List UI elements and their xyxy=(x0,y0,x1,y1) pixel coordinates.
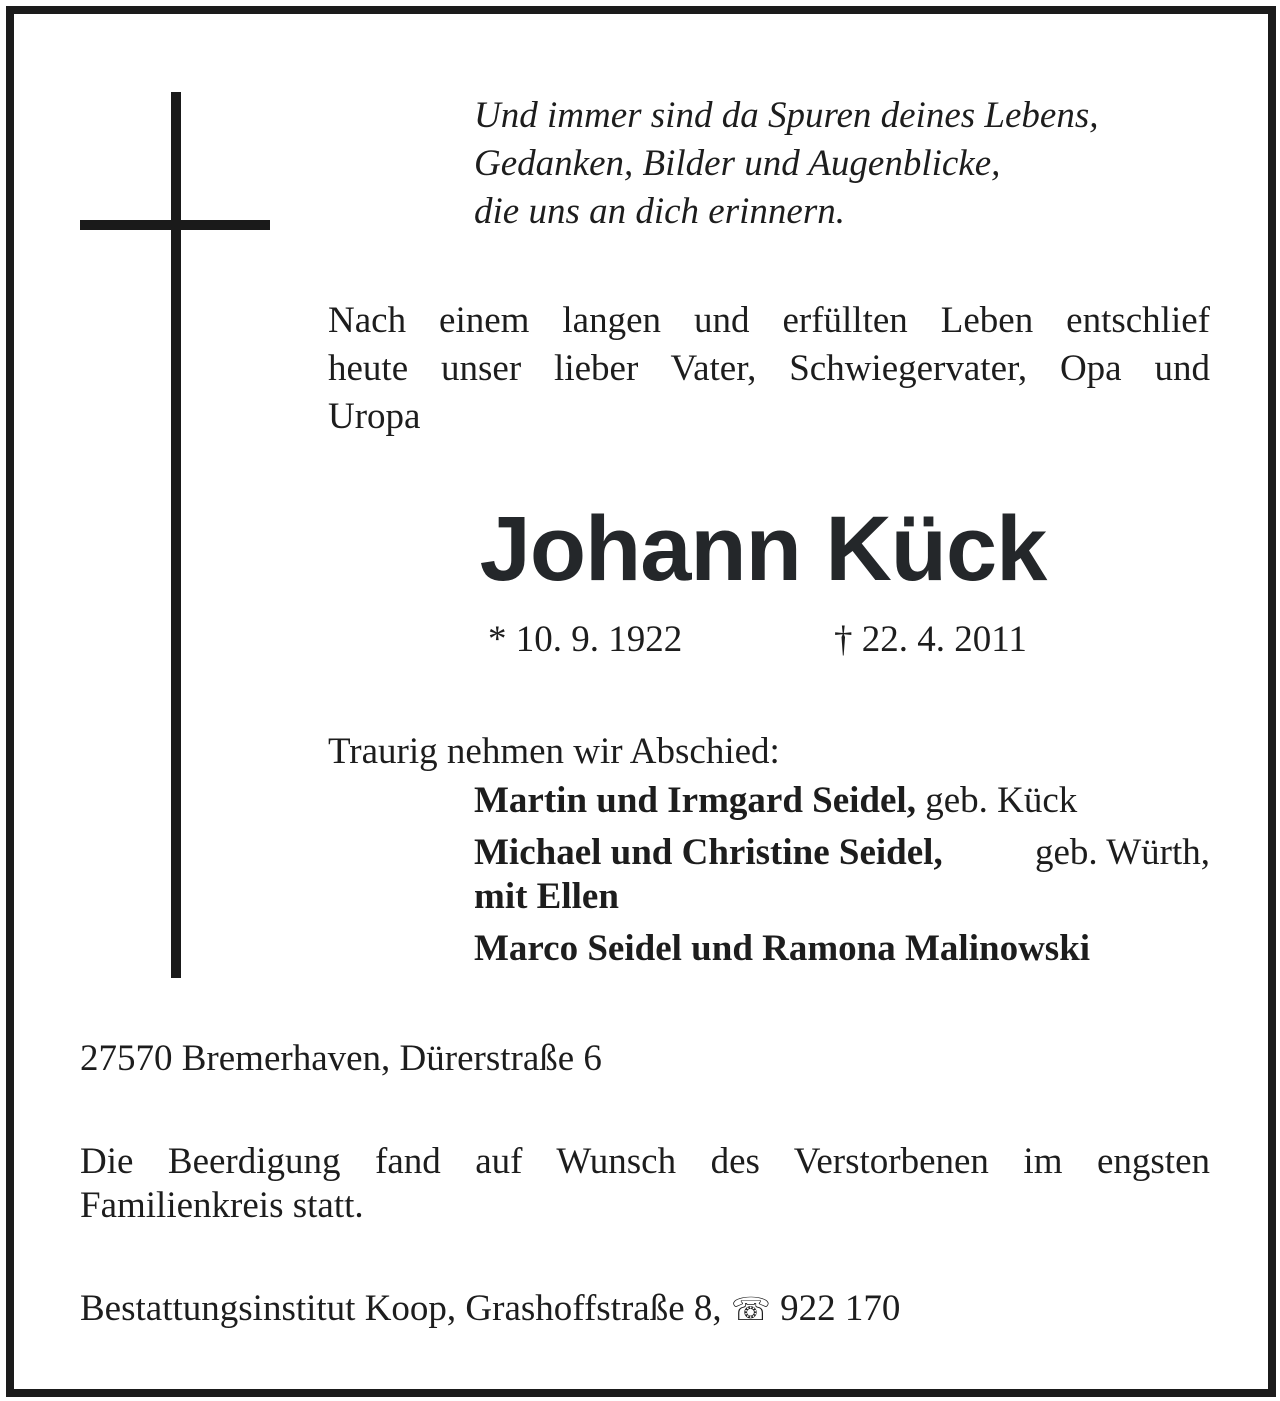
mourner-name: Michael und Christine Seidel, xyxy=(474,832,943,873)
intro-text xyxy=(328,297,1210,441)
deceased-name: Johann Kück xyxy=(479,498,1047,600)
mourner-entry xyxy=(474,927,1210,971)
poem-line: die uns an dich erinnern. xyxy=(474,191,845,232)
mourner-name: Martin und Irmgard Seidel, xyxy=(474,780,916,821)
mourner-note: geb. Würth, xyxy=(1034,832,1210,873)
mourner-entry xyxy=(474,779,1210,823)
mourners-intro: Traurig nehmen wir Abschied: xyxy=(328,731,780,772)
telephone-icon: ☏ xyxy=(730,1290,771,1328)
mourners-list xyxy=(474,779,1210,971)
obituary-frame xyxy=(6,6,1276,1397)
intro-line: Nach einem langen und erfüllten Leben entschlief xyxy=(328,300,1210,341)
undertaker-info xyxy=(80,1286,900,1332)
cross-horizontal-bar xyxy=(80,220,270,230)
mourner-entry-extra xyxy=(474,875,1210,919)
death-date: † 22. 4. 2011 xyxy=(834,619,1027,660)
funeral-line: Familienkreis statt. xyxy=(80,1185,364,1226)
funeral-notice xyxy=(80,1140,1210,1228)
mourner-name: mit Ellen xyxy=(474,876,619,917)
intro-line: Uropa xyxy=(328,396,421,437)
mourner-entry xyxy=(474,831,1210,875)
mourner-name: Marco Seidel und Ramona Malinowski xyxy=(474,928,1091,969)
family-address: 27570 Bremerhaven, Dürerstraße 6 xyxy=(80,1038,602,1079)
funeral-line: Die Beerdigung fand auf Wunsch des Verstorbenen im engsten xyxy=(80,1141,1210,1182)
poem-line: Und immer sind da Spuren deines Lebens, xyxy=(474,95,1099,136)
undertaker-phone: 922 170 xyxy=(770,1288,901,1329)
mourner-note: geb. Kück xyxy=(915,780,1078,821)
poem xyxy=(474,92,1098,236)
undertaker-text: Bestattungsinstitut Koop, Grashoffstraße 8, xyxy=(80,1288,731,1329)
birth-date: * 10. 9. 1922 xyxy=(488,619,683,660)
intro-line: heute unser lieber Vater, Schwiegervater, Opa und xyxy=(328,348,1210,389)
poem-line: Gedanken, Bilder und Augenblicke, xyxy=(474,143,1001,184)
